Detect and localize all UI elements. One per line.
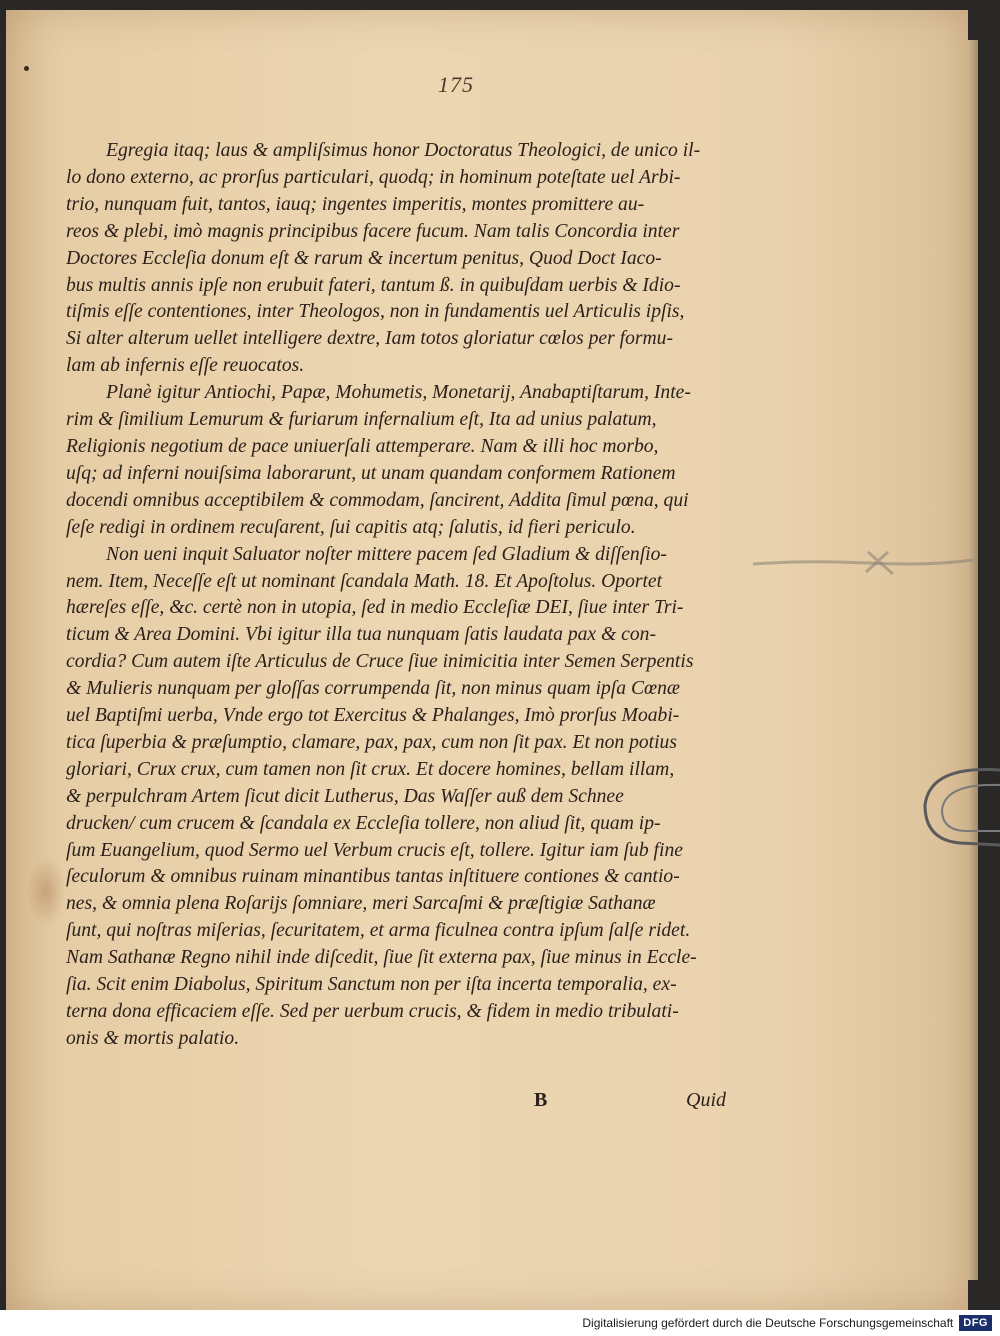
text-line: Egregia itaq; laus & ampliſsimus honor Doctoratus Theologici, de unico il- bbox=[106, 140, 701, 161]
text-line: nes, & omnia plena Roſarijs ſomniare, meri Sarcaſmi & præſtigiæ Sathanæ bbox=[66, 893, 656, 915]
text-line: Si alter alterum uellet intelligere dextre, Iam totos gloriatur cœlos per formu- bbox=[66, 328, 673, 350]
page-number: 175 bbox=[438, 72, 474, 97]
text-line: ticum & Area Domini. Vbi igitur illa tua nunquam ſatis laudata pax & con- bbox=[66, 624, 656, 646]
text-line: drucken/ cum crucem & ſcandala ex Eccleſia tollere, non aliud ſit, quam ip- bbox=[66, 812, 661, 834]
text-line: terna dona efficaciem eſſe. Sed per uerbum crucis, & fidem in medio tribulati- bbox=[66, 1001, 679, 1022]
text-line: Doctores Eccleſia donum eſt & rarum & incertum penitus, Quod Doct Iaco- bbox=[66, 247, 662, 269]
dfg-logo: DFG bbox=[959, 1315, 992, 1331]
text-line: Planè igitur Antiochi, Papæ, Mohumetis, Monetarij, Anabaptiſtarum, Inte- bbox=[106, 382, 691, 404]
ink-dot bbox=[24, 66, 29, 71]
signature-mark: B bbox=[534, 1089, 548, 1111]
text-line: uel Baptiſmi uerba, Vnde ergo tot Exercitus & Phalanges, Imò prorſus Moabi- bbox=[66, 705, 680, 727]
text-line: trio, nunquam fuit, tantos, iauq; ingentes imperitis, montes promittere au- bbox=[66, 193, 645, 215]
text-line: ſeſe redigi in ordinem recuſarent, ſui capitis atq; ſalutis, id fieri periculo. bbox=[66, 516, 636, 538]
text-line: Nam Sathanæ Regno nihil inde diſcedit, ſiue ſit externa pax, ſiue minus in Eccle- bbox=[66, 947, 697, 969]
text-line: rim & ſimilium Lemurum & furiarum infernalium eſt, Ita ad unius palatum, bbox=[66, 409, 657, 431]
text-line: ſeculorum & omnibus ruinam minantibus tantas inſtituere contiones & cantio- bbox=[66, 866, 680, 888]
catchword: Quid bbox=[686, 1089, 726, 1111]
text-line: bus multis annis ipſe non erubuit fateri, tantum ß. in quibuſdam uerbis & Idio- bbox=[66, 274, 681, 296]
text-line: reos & plebi, imò magnis principibus facere fucum. Nam talis Concordia inter bbox=[66, 220, 680, 242]
book-page bbox=[6, 10, 968, 1310]
text-line: uſq; ad inferni nouiſsima laborarunt, ut unam quandam conformem Rationem bbox=[66, 462, 676, 484]
text-line: ſunt, qui noſtras miſerias, ſecuritatem, et arma ficulnea contra ipſum ſalſe ridet. bbox=[66, 920, 691, 942]
text-line: Non ueni inquit Saluator noſter mittere pacem ſed Gladium & diſſenſio- bbox=[106, 543, 667, 565]
page-body-text bbox=[66, 138, 746, 1053]
text-line: ſum Euangelium, quod Sermo uel Verbum crucis eſt, tollere. Igitur iam ſub fine bbox=[66, 839, 683, 861]
margin-annotation-mark bbox=[748, 548, 978, 578]
text-line: tiſmis eſſe contentiones, inter Theologos, non in fundamentis uel Articulis ipſis, bbox=[66, 301, 685, 323]
paper-stain bbox=[26, 856, 66, 926]
footer-credit: Digitalisierung gefördert durch die Deutsche Forschungsgemeinschaft bbox=[582, 1316, 954, 1330]
text-line: Religionis negotium de pace uniuerſali attemperare. Nam & illi hoc morbo, bbox=[66, 435, 659, 457]
text-line: & perpulchram Artem ſicut dicit Lutherus, Das Waſſer auß dem Schnee bbox=[66, 785, 624, 807]
text-line: hæreſes eſſe, &c. certè non in utopia, ſed in medio Eccleſiæ DEI, ſiue inter Tri- bbox=[66, 597, 684, 619]
text-line: lam ab infernis eſſe reuocatos. bbox=[66, 355, 305, 377]
text-line: docendi omnibus acceptibilem & commodam, ſancirent, Addita ſimul pœna, qui bbox=[66, 489, 689, 511]
page-clip bbox=[920, 765, 1000, 875]
page-edge bbox=[968, 40, 978, 1280]
text-line: ſia. Scit enim Diabolus, Spiritum Sanctum non per iſta incerta temporalia, ex- bbox=[66, 974, 677, 996]
text-line: nem. Item, Neceſſe eſt ut nominant ſcandala Math. 18. Et Apoſtolus. Oportet bbox=[66, 570, 663, 592]
text-line: onis & mortis palatio. bbox=[66, 1027, 240, 1049]
footer-bar bbox=[0, 1310, 1000, 1336]
text-line: & Mulieris nunquam per gloſſas corrumpenda ſit, non minus quam ipſa Cœnæ bbox=[66, 678, 680, 700]
text-line: tica ſuperbia & præſumptio, clamare, pax, pax, cum non ſit pax. Et non potius bbox=[66, 731, 677, 753]
text-line: cordia? Cum autem iſte Articulus de Cruce ſiue inimicitia inter Semen Serpentis bbox=[66, 651, 694, 673]
text-line: gloriari, Crux crux, cum tamen non ſit crux. Et docere homines, bellam illam, bbox=[66, 758, 675, 780]
text-line: lo dono externo, ac prorſus particulari, quodq; in hominum poteſtate uel Arbi- bbox=[66, 166, 681, 188]
